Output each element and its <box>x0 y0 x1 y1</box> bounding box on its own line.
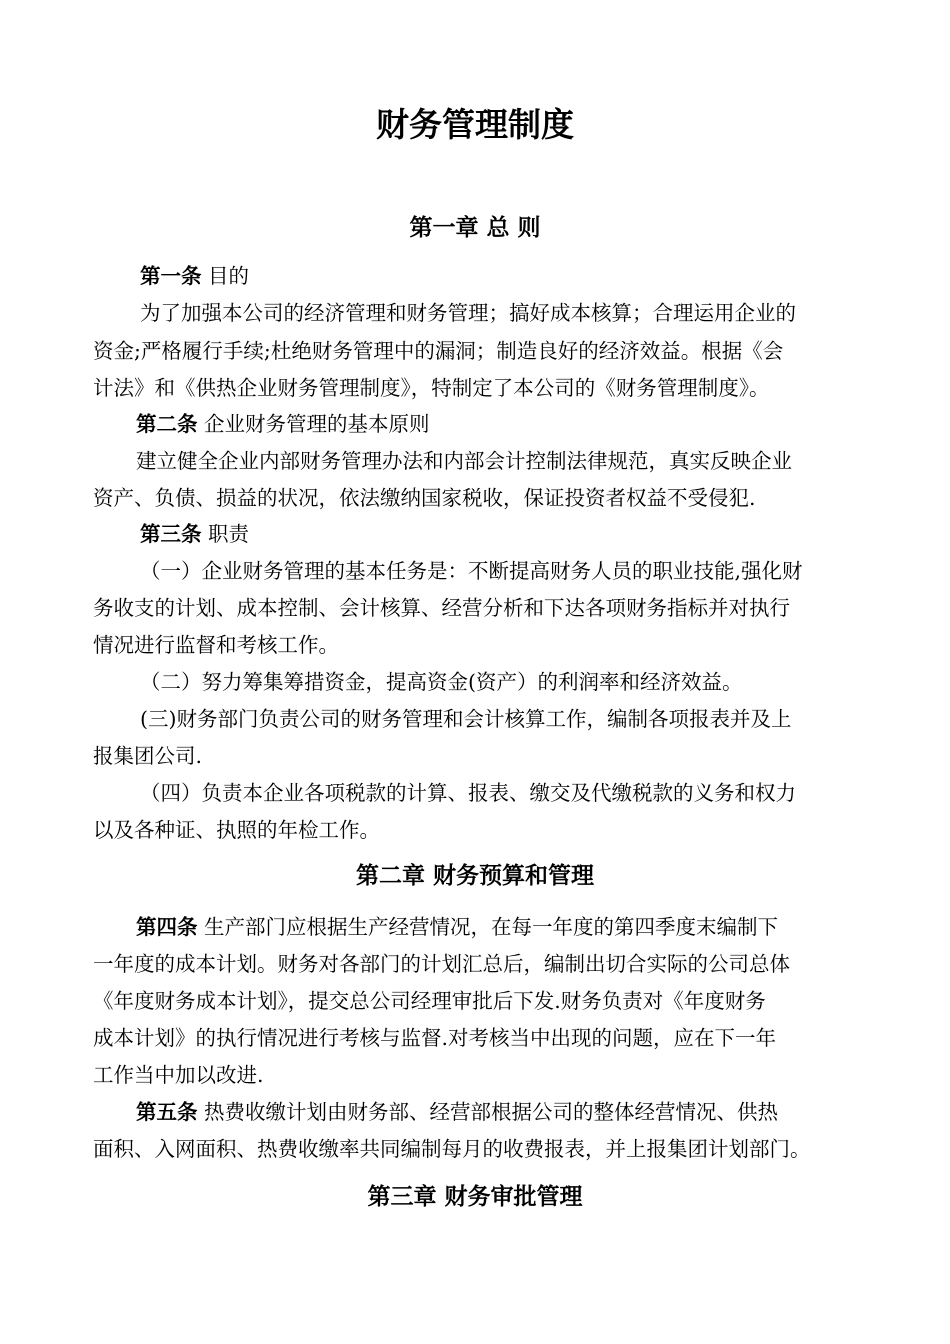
article-heading <box>136 406 430 442</box>
article-first-line <box>136 909 778 945</box>
article-heading <box>140 258 249 294</box>
paragraph-line: 计法》和《供热企业财务管理制度》，特制定了本公司的《财务管理制度》。 <box>93 376 770 400</box>
paragraph-line: 报集团公司. <box>93 744 203 768</box>
paragraph-line: 成本计划》的执行情况进行考核与监督.对考核当中出现的问题，应在下一年 <box>93 1026 777 1050</box>
paragraph-line: （二）努力筹集筹措资金，提高资金(资产）的利润率和经济效益。 <box>140 670 743 694</box>
paragraph-line: (三)财务部门负责公司的财务管理和会计核算工作，编制各项报表并及上 <box>140 707 792 731</box>
paragraph-line: （一）企业财务管理的基本任务是：不断提高财务人员的职业技能,强化财 <box>140 559 803 583</box>
paragraph-line: 情况进行监督和考核工作。 <box>93 633 339 657</box>
article-text: 生产部门应根据生产经营情况，在每一年度的第四季度末编制下 <box>204 915 779 939</box>
paragraph-line: 《年度财务成本计划》，提交总公司经理审批后下发.财务负责对《年度财务 <box>93 989 766 1013</box>
article-title: 企业财务管理的基本原则 <box>204 412 430 436</box>
article-first-line <box>136 1094 778 1130</box>
paragraph-line: （四）负责本企业各项税款的计算、报表、缴交及代缴税款的义务和权力 <box>140 781 796 805</box>
article-label: 第二条 <box>136 412 198 436</box>
paragraph-line: 面积、入网面积、热费收缴率共同编制每月的收费报表，并上报集团计划部门。 <box>93 1137 811 1161</box>
paragraph-line: 建立健全企业内部财务管理办法和内部会计控制法律规范，真实反映企业 <box>136 449 792 473</box>
paragraph-line: 资金;严格履行手续;杜绝财务管理中的漏洞；制造良好的经济效益。根据《会 <box>93 339 784 363</box>
document-title: 财务管理制度 <box>376 105 574 144</box>
article-label: 第一条 <box>140 264 202 288</box>
paragraph-line: 资产、负债、损益的状况，依法缴纳国家税收，保证投资者权益不受侵犯. <box>93 486 756 510</box>
article-title: 目的 <box>208 264 250 288</box>
paragraph-line: 一年度的成本计划。财务对各部门的计划汇总后，编制出切合实际的公司总体 <box>93 952 790 976</box>
article-label: 第五条 <box>136 1100 198 1124</box>
article-label: 第三条 <box>140 522 202 546</box>
paragraph-line: 工作当中加以改进. <box>93 1063 264 1087</box>
chapter-heading: 第一章 总 则 <box>409 215 541 241</box>
chapter-heading: 第二章 财务预算和管理 <box>355 863 594 889</box>
chapter-heading: 第三章 财务审批管理 <box>367 1184 583 1210</box>
article-label: 第四条 <box>136 915 198 939</box>
paragraph-line: 为了加强本公司的经济管理和财务管理；搞好成本核算；合理运用企业的 <box>140 301 796 325</box>
article-heading <box>140 516 249 552</box>
article-text: 热费收缴计划由财务部、经营部根据公司的整体经营情况、供热 <box>204 1100 779 1124</box>
article-title: 职责 <box>208 522 250 546</box>
paragraph-line: 务收支的计划、成本控制、会计核算、经营分析和下达各项财务指标并对执行 <box>93 596 790 620</box>
paragraph-line: 以及各种证、执照的年检工作。 <box>93 818 380 842</box>
